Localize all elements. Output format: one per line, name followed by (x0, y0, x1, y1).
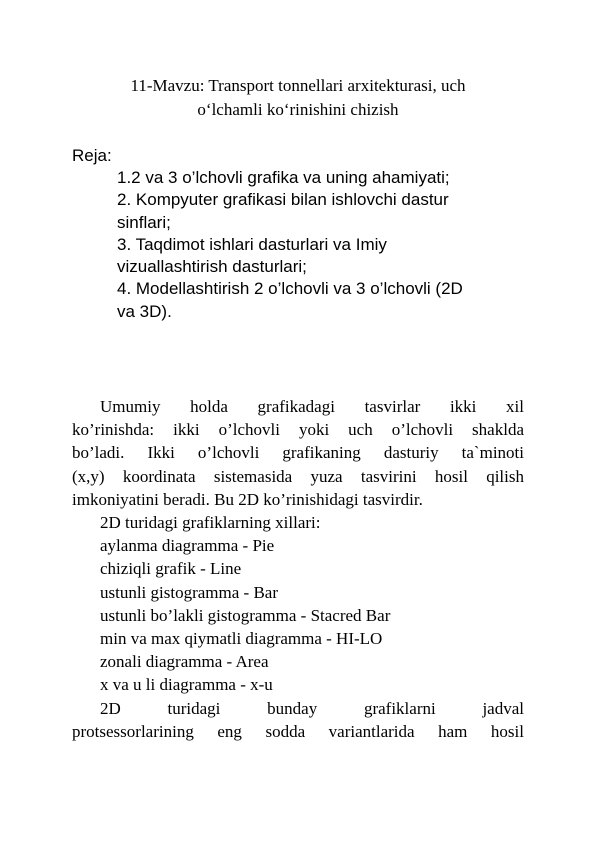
plan-list (117, 167, 527, 323)
paragraph-line: 2D turidagi bunday grafiklarni jadval (100, 698, 524, 718)
paragraph-line: bo’ladi. Ikki o’lchovli grafikaning dasturiy ta`minoti (72, 443, 524, 463)
chart-type-item: min va max qiymatli diagramma - HI-LO (100, 629, 383, 649)
chart-type-item: aylanma diagramma - Pie (100, 536, 275, 556)
plan-line: va 3D). (117, 301, 172, 321)
lesson-title (80, 74, 516, 122)
chart-type-item: ustunli gistogramma - Bar (100, 582, 279, 602)
plan-label: Reja: (72, 146, 112, 165)
paragraph-line: imkoniyatini beradi. Bu 2D ko’rinishidagi tasvirdir. (72, 489, 423, 509)
closing-paragraph (72, 697, 524, 743)
chart-type-item: zonali diagramma - Area (100, 652, 269, 672)
chart-type-item: chiziqli grafik - Line (100, 559, 242, 579)
chart-types-heading: 2D turidagi grafiklarning xillari: (100, 513, 321, 533)
paragraph-line: Umumiy holda grafikadagi tasvirlar ikki xil (100, 397, 524, 416)
paragraph-line: protsessorlarining eng sodda variantlarida ham hosil (72, 721, 524, 741)
title-line-1: 11-Mavzu: Transport tonnellari arxitekturasi, uch (130, 76, 466, 95)
plan-line: 3. Taqdimot ishlari dasturlari va Imiy (117, 234, 387, 254)
plan-line: sinflari; (117, 212, 171, 232)
chart-type-item: x va u li diagramma - x-u (100, 675, 273, 695)
paragraph-line: (x,y) koordinata sistemasida yuza tasvirini hosil qilish (72, 466, 524, 486)
chart-type-item: ustunli bo’lakli gistogramma - Stacred Bar (100, 605, 391, 625)
title-line-2: o‘lchamli ko‘rinishini chizish (197, 100, 399, 119)
paragraph-line: ko’rinishda: ikki o’lchovli yoki uch o’lchovli shaklda (72, 420, 524, 440)
plan-line: 1.2 va 3 o’lchovli grafika va uning ahamiyati; (117, 168, 450, 187)
plan-line: 4. Modellashtirish 2 o’lchovli va 3 o’lchovli (2D (117, 279, 463, 299)
intro-paragraph (72, 395, 524, 511)
body-text (72, 395, 524, 743)
plan-line: 2. Kompyuter grafikasi bilan ishlovchi dastur (117, 190, 449, 210)
plan-line: vizuallashtirish dasturlari; (117, 257, 307, 277)
